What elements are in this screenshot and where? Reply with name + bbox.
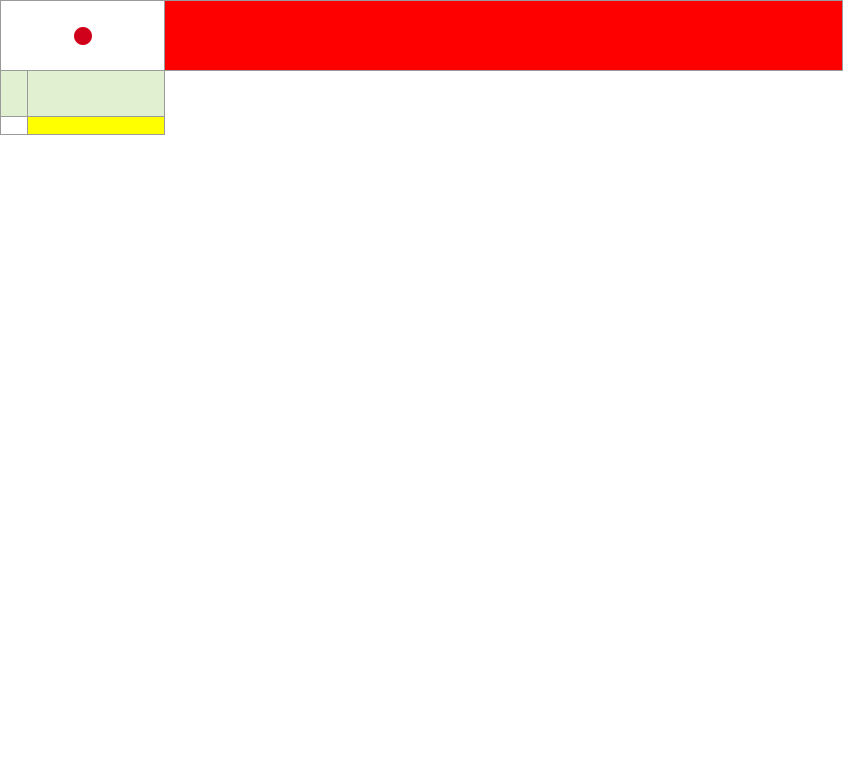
performance-table xyxy=(0,0,843,135)
title-row xyxy=(1,1,843,71)
top-row-arrow xyxy=(1,117,28,135)
top-row xyxy=(1,117,843,135)
stt-header xyxy=(1,71,28,117)
member-header xyxy=(27,71,164,117)
header-row xyxy=(1,71,843,117)
page-title xyxy=(164,1,842,71)
ball-icon xyxy=(74,27,92,45)
logo xyxy=(1,1,165,71)
top-row-label xyxy=(27,117,164,135)
